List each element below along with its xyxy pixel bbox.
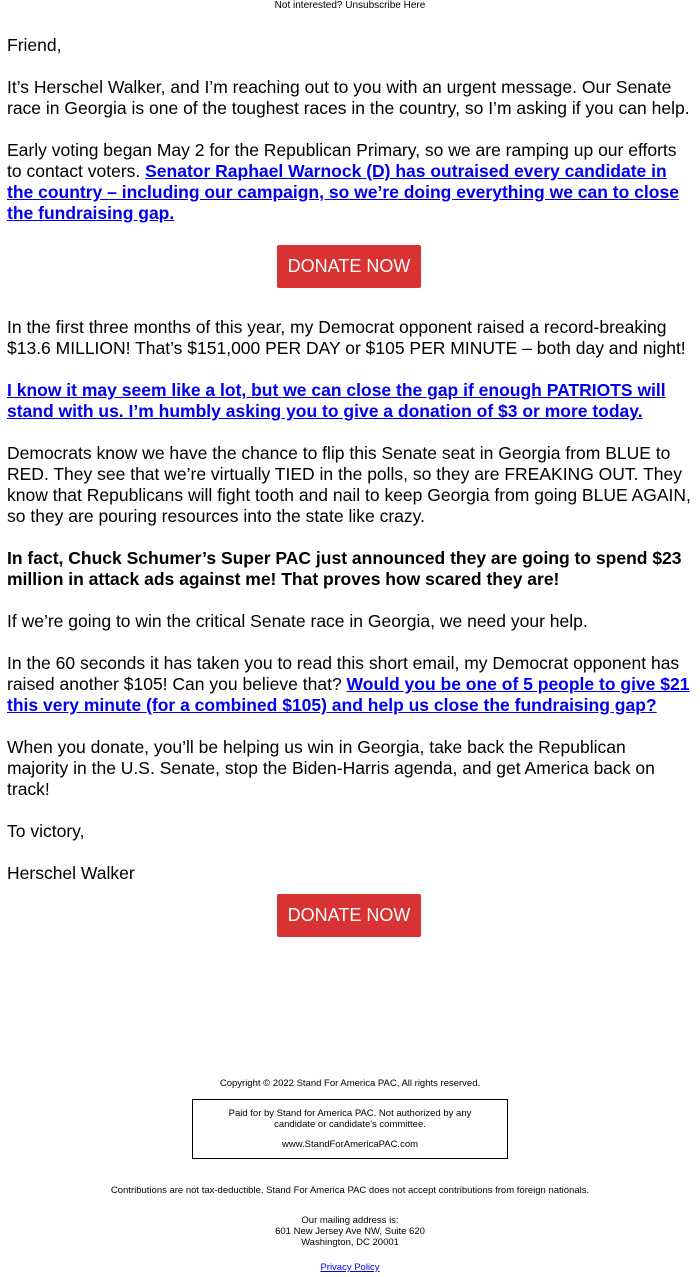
paragraph-need-help: If we’re going to win the critical Senate race in Georgia, we need your help. (7, 611, 588, 631)
warnock-outraised-link[interactable]: Senator Raphael Warnock (D) has outraised every candidate in the country – including our campaign, so we’re doing everything we can to close the fundraising gap. (7, 161, 679, 223)
donate-button-container-top (7, 245, 691, 288)
mailing-label: Our mailing address is: (301, 1215, 399, 1226)
paragraph-close-gap (7, 380, 691, 422)
email-body (7, 35, 691, 937)
paragraph-when-you-donate: When you donate, you’ll be helping us win in Georgia, take back the Republican majority in the U.S. Senate, stop the Biden-Harris agenda, and get America back on track! (7, 737, 655, 799)
mailing-address (0, 1215, 700, 1248)
copyright: Copyright © 2022 Stand For America PAC, All rights reserved. (219, 1078, 481, 1089)
greeting: Friend, (7, 35, 62, 55)
paragraph-early-voting (7, 140, 691, 224)
close-gap-donation-link[interactable]: I know it may seem like a lot, but we can close the gap if enough PATRIOTS will stand with us. I’m humbly asking you to give a donation of $3 or more today. (7, 380, 666, 421)
address-line-2: Washington, DC 20001 (301, 1237, 399, 1248)
signature: Herschel Walker (7, 863, 135, 883)
paragraph-super-pac: In fact, Chuck Schumer’s Super PAC just announced they are going to spend $23 million in attack ads against me! That proves how scared they are! (7, 548, 682, 589)
paid-for-disclaimer: Paid for by Stand for America PAC. Not authorized by any candidate or candidate's committee. (228, 1108, 472, 1130)
website-url: www.StandForAmericaPAC.com (281, 1139, 419, 1150)
paragraph-sixty-seconds-text: In the 60 seconds it has taken you to read this short email, my Democrat opponent has raised another $105! Can you believe that? (7, 653, 680, 694)
paragraph-sixty-seconds (7, 653, 691, 716)
contributions-notice: Contributions are not tax-deductible. Stand For America PAC does not accept contributions from foreign nationals. (110, 1185, 590, 1196)
donate-now-button-top[interactable]: DONATE NOW (277, 245, 421, 288)
paragraph-intro: It’s Herschel Walker, and I’m reaching out to you with an urgent message. Our Senate race in Georgia is one of the toughest races in the country, so I’m asking if you can help. (7, 77, 690, 118)
privacy-policy-link[interactable]: Privacy Policy (320, 1262, 380, 1273)
unsubscribe-link[interactable]: Not interested? Unsubscribe Here (274, 0, 426, 11)
email-footer (0, 1078, 700, 1273)
donate-now-button-bottom[interactable]: DONATE NOW (277, 894, 421, 937)
paragraph-early-voting-text: Early voting began May 2 for the Republican Primary, so we are ramping up our efforts to contact voters. (7, 140, 677, 181)
paragraph-flip-seat: Democrats know we have the chance to flip this Senate seat in Georgia from BLUE to RED. They see that we’re virtually TIED in the polls, so they are FREAKING OUT. They know that Republicans will fight tooth and nail to keep Georgia from going BLUE AGAIN, so they are pouring resources into the state like crazy. (7, 443, 691, 526)
unsubscribe-bar (0, 0, 700, 14)
closing: To victory, (7, 821, 85, 841)
paragraph-fundraising-stats: In the first three months of this year, my Democrat opponent raised a record-breaking $13.6 MILLION! That’s $151,000 PER DAY or $105 PER MINUTE – both day and night! (7, 317, 686, 358)
paid-for-box (192, 1099, 508, 1159)
address-line-1: 601 New Jersey Ave NW, Suite 620 (275, 1226, 425, 1237)
donate-button-container-bottom (7, 894, 691, 937)
give-21-link[interactable]: Would you be one of 5 people to give $21 this very minute (for a combined $105) and help us close the fundraising gap? (7, 674, 690, 715)
